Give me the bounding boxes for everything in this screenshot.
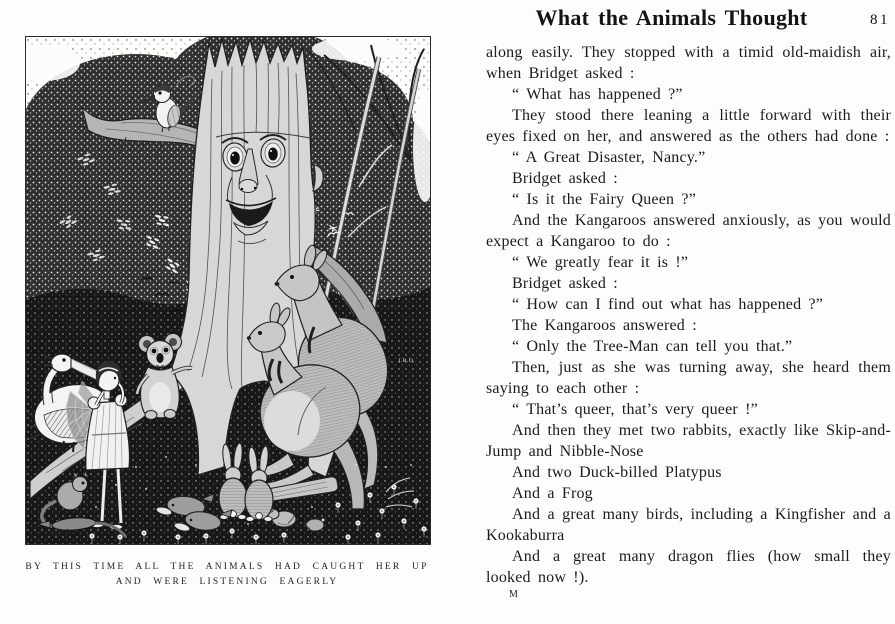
illustration-svg	[26, 37, 430, 544]
paragraph: “ What has happened ?”	[512, 86, 683, 103]
caption-line-2: AND WERE LISTENING EAGERLY	[115, 577, 339, 587]
running-head	[486, 5, 891, 35]
paragraph: Bridget asked :	[512, 170, 618, 187]
paragraph: “ How can I find out what has happened ?”	[512, 296, 824, 313]
paragraph: “ That’s queer, that’s very queer !”	[512, 401, 758, 418]
artist-monogram: I.R.O	[398, 358, 414, 364]
paragraph: “ We greatly fear it is !”	[512, 254, 689, 271]
signature-mark: M	[509, 589, 519, 600]
paragraph: along easily. They stopped with a timid old-maidish air, when Bridget asked :	[486, 44, 891, 82]
paragraph: And two Duck-billed Platypus	[512, 464, 722, 481]
paragraph: “ A Great Disaster, Nancy.”	[512, 149, 706, 166]
paragraph: “ Only the Tree-Man can tell you that.”	[512, 338, 793, 355]
text-column	[486, 5, 891, 600]
paragraph: Bridget asked :	[512, 275, 618, 292]
paragraph: The Kangaroos answered :	[512, 317, 697, 334]
page-title: What the Animals Thought	[535, 5, 808, 30]
paragraph: And the Kangaroos answered anxiously, as you would expect a Kangaroo to do :	[486, 212, 891, 250]
paragraph: And then they met two rabbits, exactly like Skip-and-Jump and Nibble-Nose	[486, 422, 891, 460]
illustration-figure	[25, 36, 431, 590]
caption-line-1: BY THIS TIME ALL THE ANIMALS HAD CAUGHT HER UP	[25, 562, 429, 572]
paragraph: They stood there leaning a little forward with their eyes fixed on her, and answered as the others had done :	[486, 107, 891, 145]
page-number: 81	[870, 12, 890, 28]
paragraph: And a great many birds, including a Kingfisher and a Kookaburra	[486, 506, 891, 544]
body-text	[486, 42, 891, 588]
paragraph: “ Is it the Fairy Queen ?”	[512, 191, 697, 208]
illustration-caption	[25, 560, 429, 590]
paragraph: Then, just as she was turning away, she heard them saying to each other :	[486, 359, 891, 397]
illustration-frame	[25, 36, 431, 545]
paragraph: And a great many dragon flies (how small they looked now !).	[486, 548, 891, 586]
paragraph: And a Frog	[512, 485, 593, 502]
